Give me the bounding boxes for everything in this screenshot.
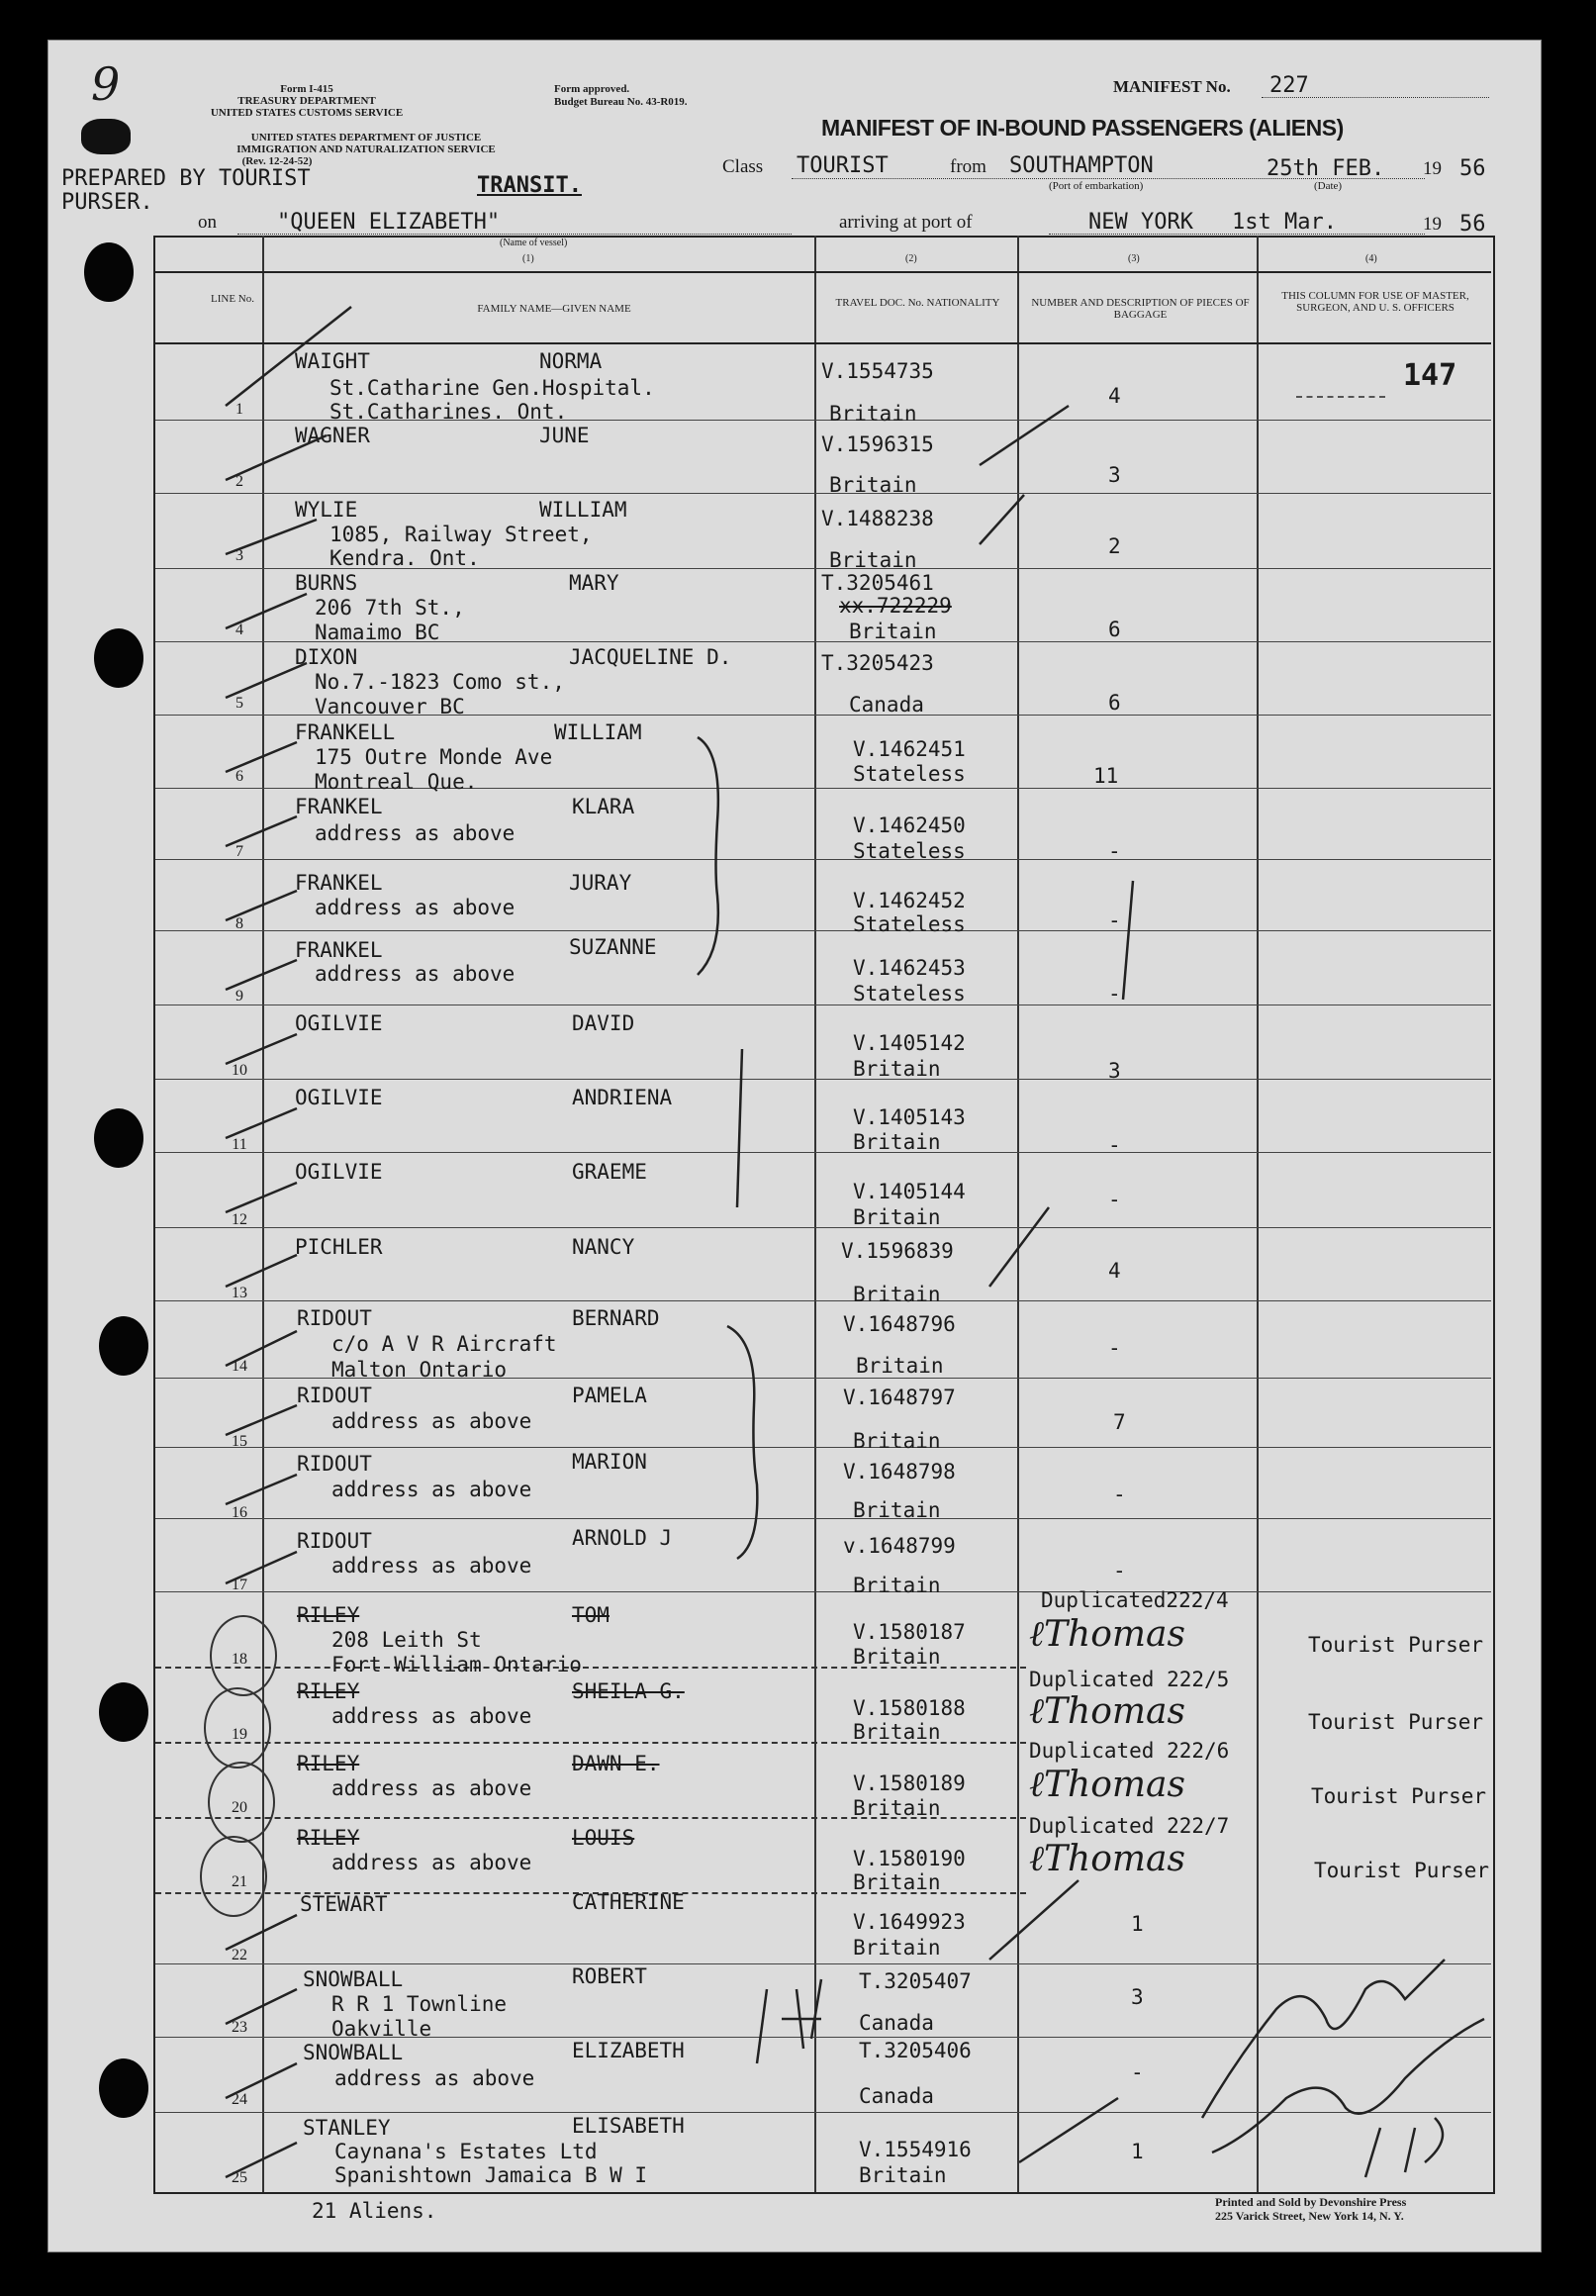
- form-approved: Form approved.: [554, 83, 630, 95]
- address-line: 206 7th St.,: [315, 596, 465, 620]
- duplicated-note: Duplicated 222/5: [1029, 1668, 1230, 1691]
- vessel-caption: (Name of vessel): [500, 238, 568, 248]
- travel-doc: V.1554916: [859, 2138, 972, 2161]
- address-line: address as above: [315, 821, 516, 845]
- travel-doc: V.1462453: [853, 956, 966, 980]
- nationality: Britain: [853, 1283, 941, 1306]
- departure-date: 25th FEB.: [1267, 156, 1385, 181]
- address-line: Vancouver BC: [315, 695, 465, 718]
- col-baggage: NUMBER AND DESCRIPTION OF PIECES OF BAGGAGE: [1031, 297, 1250, 321]
- line-number: 12: [232, 1211, 247, 1228]
- address-line: c/o A V R Aircraft: [331, 1332, 557, 1356]
- travel-doc: V.1488238: [821, 507, 934, 530]
- total-aliens: 21 Aliens.: [312, 2199, 437, 2223]
- address-line: 208 Leith St: [331, 1628, 482, 1652]
- address-line: address as above: [331, 1554, 532, 1578]
- travel-doc-struck: xx.722229: [839, 594, 952, 618]
- vessel-name: "QUEEN ELIZABETH": [277, 210, 501, 235]
- arrival-date: 1st Mar.: [1232, 210, 1337, 235]
- address-line: Spanishtown Jamaica B W I: [334, 2163, 648, 2187]
- family-name: FRANKEL: [295, 938, 383, 962]
- baggage-count: 11: [1093, 764, 1119, 788]
- baggage-count: -: [1113, 1559, 1126, 1582]
- prepared-by: PREPARED BY TOURIST: [61, 166, 311, 191]
- travel-doc: V.1596315: [821, 432, 934, 456]
- given-name: TOM: [572, 1603, 610, 1627]
- nationality: Britain: [856, 1354, 944, 1378]
- manifest-title: MANIFEST OF IN-BOUND PASSENGERS (ALIENS): [821, 115, 1344, 141]
- family-name: DIXON: [295, 645, 358, 669]
- class-label: Class: [722, 156, 764, 177]
- baggage-count: -: [1108, 1133, 1121, 1157]
- line-number: 18: [232, 1651, 247, 1668]
- baggage-count: 3: [1108, 463, 1121, 487]
- travel-doc: V.1648798: [843, 1460, 956, 1483]
- nationality: Britain: [859, 2163, 947, 2187]
- purser-title: Tourist Purser: [1314, 1859, 1490, 1882]
- line-number: 4: [235, 622, 243, 638]
- baggage-count: 6: [1108, 691, 1121, 715]
- nationality: Canada: [859, 2011, 934, 2035]
- address-line: address as above: [331, 1776, 532, 1800]
- line-number: 16: [232, 1504, 247, 1521]
- address-line: 1085, Railway Street,: [329, 523, 593, 546]
- given-name: DAVID: [572, 1011, 635, 1035]
- line-number: 17: [232, 1577, 247, 1593]
- baggage-count: 7: [1113, 1410, 1126, 1434]
- given-name: MARION: [572, 1450, 647, 1474]
- baggage-count: 4: [1108, 1259, 1121, 1283]
- baggage-count: -: [1108, 1336, 1121, 1360]
- nationality: Stateless: [853, 762, 966, 786]
- line-number: 10: [232, 1062, 247, 1079]
- family-name: RILEY: [297, 1826, 360, 1850]
- nationality: Canada: [849, 693, 924, 717]
- baggage-count: 4: [1108, 384, 1121, 408]
- family-name: OGILVIE: [295, 1160, 383, 1184]
- line-number: 24: [232, 2091, 247, 2108]
- line-number: 6: [235, 768, 243, 785]
- nationality: Stateless: [853, 839, 966, 863]
- purser-signature: ℓThomas: [1029, 1765, 1185, 1805]
- travel-doc: V.1648797: [843, 1386, 956, 1409]
- duplicated-note: Duplicated 222/6: [1029, 1739, 1230, 1763]
- on-label: on: [198, 212, 217, 233]
- baggage-count: -: [1108, 839, 1121, 863]
- given-name: ELIZABETH: [572, 2039, 685, 2062]
- family-name: FRANKEL: [295, 871, 383, 895]
- given-name: BERNARD: [572, 1306, 660, 1330]
- line-number: 25: [232, 2169, 247, 2186]
- given-name: ARNOLD J: [572, 1526, 673, 1550]
- duplicated-note: Duplicated 222/7: [1029, 1814, 1230, 1838]
- address-line: R R 1 Townline: [331, 1992, 508, 2016]
- address-line: address as above: [331, 1478, 532, 1501]
- given-name: ELISABETH: [572, 2114, 685, 2138]
- travel-doc: V.1405142: [853, 1031, 966, 1055]
- travel-doc: V.1580188: [853, 1696, 966, 1720]
- manifest-number: 227: [1269, 73, 1309, 98]
- given-name: JACQUELINE D.: [569, 645, 732, 669]
- purser-title: Tourist Purser: [1308, 1710, 1484, 1734]
- nationality: Stateless: [853, 982, 966, 1005]
- address-line: address as above: [315, 962, 516, 986]
- nationality: Britain: [829, 402, 917, 426]
- given-name: MARY: [569, 571, 619, 595]
- travel-doc: V.1580190: [853, 1847, 966, 1870]
- address-line: St.Catharine Gen.Hospital.: [329, 376, 655, 400]
- officer-number: 147: [1403, 358, 1457, 393]
- family-name: STANLEY: [303, 2116, 391, 2140]
- travel-doc: T.3205406: [859, 2039, 972, 2062]
- address-line: No.7.-1823 Como st.,: [315, 670, 565, 694]
- nationality: Britain: [849, 620, 937, 643]
- family-name: WYLIE: [295, 498, 358, 522]
- family-name: FRANKEL: [295, 795, 383, 818]
- travel-doc: T.3205407: [859, 1969, 972, 1993]
- nationality: Britain: [853, 1870, 941, 1894]
- baggage-count: 3: [1108, 1059, 1121, 1083]
- year-suffix-2: 56: [1459, 212, 1486, 237]
- baggage-count: -: [1108, 909, 1121, 932]
- dept-justice: UNITED STATES DEPARTMENT OF JUSTICE: [250, 132, 482, 144]
- address-line: address as above: [331, 1409, 532, 1433]
- col-officers: THIS COLUMN FOR USE OF MASTER, SURGEON, AND U. S. OFFICERS: [1281, 290, 1469, 314]
- family-name: STEWART: [300, 1892, 388, 1916]
- family-name: BURNS: [295, 571, 358, 595]
- address-line: Oakville: [331, 2017, 432, 2041]
- printer-line-2: 225 Varick Street, New York 14, N. Y.: [1215, 2209, 1404, 2223]
- dept-customs: UNITED STATES CUSTOMS SERVICE: [210, 107, 404, 119]
- given-name: ANDRIENA: [572, 1086, 673, 1109]
- arrival-port: NEW YORK: [1088, 210, 1193, 235]
- transit-label: TRANSIT.: [477, 173, 582, 198]
- purser-label: PURSER.: [61, 190, 153, 215]
- baggage-count: -: [1108, 1188, 1121, 1211]
- year-prefix-2: 19: [1423, 214, 1442, 235]
- address-line: Malton Ontario: [331, 1358, 508, 1382]
- line-number: 13: [232, 1285, 247, 1301]
- col-travel-doc: TRAVEL DOC. No. NATIONALITY: [835, 297, 1000, 309]
- given-name: GRAEME: [572, 1160, 647, 1184]
- travel-doc: V.1648796: [843, 1312, 956, 1336]
- class-value: TOURIST: [797, 153, 889, 178]
- nationality: Britain: [853, 1130, 941, 1154]
- nationality: Britain: [853, 1498, 941, 1522]
- given-name: NORMA: [539, 349, 603, 373]
- dept-immigration: IMMIGRATION AND NATURALIZATION SERVICE: [236, 144, 496, 155]
- line-number: 21: [232, 1873, 247, 1890]
- address-line: St.Catharines. Ont.: [329, 400, 568, 424]
- travel-doc: V.1554735: [821, 359, 934, 383]
- given-name: JURAY: [569, 871, 632, 895]
- col-number-1: (1): [522, 253, 534, 264]
- address-line: Kendra. Ont.: [329, 546, 480, 570]
- col-number-2: (2): [905, 253, 917, 264]
- travel-doc: V.1580189: [853, 1771, 966, 1795]
- form-revision: (Rev. 12-24-52): [241, 155, 313, 167]
- line-number: 23: [232, 2019, 247, 2036]
- from-label: from: [950, 156, 986, 177]
- family-name: RILEY: [297, 1752, 360, 1775]
- nationality: Britain: [829, 548, 917, 572]
- given-name: SHEILA G.: [572, 1679, 685, 1703]
- address-line: address as above: [334, 2066, 535, 2090]
- nationality: Britain: [853, 1574, 941, 1597]
- line-number: 5: [235, 695, 243, 712]
- family-name: RIDOUT: [297, 1452, 372, 1476]
- baggage-count: -: [1108, 982, 1121, 1005]
- family-name: WAGNER: [295, 424, 370, 447]
- line-number: 7: [235, 843, 243, 860]
- line-number: 22: [232, 1947, 247, 1963]
- nationality: Britain: [853, 1429, 941, 1453]
- baggage-count: 1: [1131, 2140, 1144, 2163]
- baggage-count: -: [1131, 2060, 1144, 2084]
- purser-signature: ℓThomas: [1029, 1839, 1185, 1879]
- nationality: Canada: [859, 2084, 934, 2108]
- travel-doc: T.3205423: [821, 651, 934, 675]
- nationality: Britain: [853, 1796, 941, 1820]
- year-suffix: 56: [1459, 156, 1486, 181]
- baggage-count: 1: [1131, 1912, 1144, 1936]
- nationality: Britain: [829, 473, 917, 497]
- travel-doc: V.1649923: [853, 1910, 966, 1934]
- baggage-count: 6: [1108, 618, 1121, 641]
- given-name: SUZANNE: [569, 935, 657, 959]
- travel-doc: V.1596839: [841, 1239, 954, 1263]
- baggage-count: 3: [1131, 1985, 1144, 2009]
- given-name: WILLIAM: [554, 720, 642, 744]
- dept-treasury: TREASURY DEPARTMENT: [237, 95, 376, 107]
- nationality: Stateless: [853, 912, 966, 936]
- printer-line-1: Printed and Sold by Devonshire Press: [1215, 2195, 1407, 2209]
- line-number: 2: [235, 473, 243, 490]
- travel-doc: V.1405144: [853, 1180, 966, 1203]
- margin-note: 9: [91, 57, 121, 111]
- travel-doc: V.1462450: [853, 813, 966, 837]
- given-name: WILLIAM: [539, 498, 627, 522]
- travel-doc: V.1462452: [853, 889, 966, 912]
- duplicated-note: Duplicated222/4: [1041, 1588, 1229, 1612]
- purser-signature: ℓThomas: [1029, 1691, 1185, 1732]
- budget-bureau: Budget Bureau No. 43-R019.: [554, 96, 688, 108]
- family-name: PICHLER: [295, 1235, 383, 1259]
- travel-doc: T.3205461: [821, 571, 934, 595]
- given-name: JUNE: [539, 424, 590, 447]
- nationality: Britain: [853, 1936, 941, 1960]
- family-name: RILEY: [297, 1679, 360, 1703]
- line-number: 11: [232, 1136, 247, 1153]
- line-number: 15: [232, 1433, 247, 1450]
- family-name: RIDOUT: [297, 1306, 372, 1330]
- family-name: RILEY: [297, 1603, 360, 1627]
- col-line-no: LINE No.: [211, 293, 254, 305]
- arriving-label: arriving at port of: [839, 212, 973, 233]
- line-number: 9: [235, 988, 243, 1004]
- given-name: PAMELA: [572, 1384, 647, 1407]
- address-line: address as above: [315, 896, 516, 919]
- address-line: Montreal Que.: [315, 770, 478, 794]
- purser-signature: ℓThomas: [1029, 1614, 1185, 1655]
- line-number: 8: [235, 915, 243, 932]
- given-name: KLARA: [572, 795, 635, 818]
- family-name: RIDOUT: [297, 1529, 372, 1553]
- given-name: CATHERINE: [572, 1890, 685, 1914]
- nationality: Britain: [853, 1057, 941, 1081]
- given-name: NANCY: [572, 1235, 635, 1259]
- given-name: ROBERT: [572, 1964, 647, 1988]
- purser-title: Tourist Purser: [1308, 1633, 1484, 1657]
- address-line: Namaimo BC: [315, 621, 440, 644]
- baggage-count: 2: [1108, 534, 1121, 558]
- address-line: address as above: [331, 1851, 532, 1874]
- year-prefix: 19: [1423, 158, 1442, 179]
- family-name: WAIGHT: [295, 349, 370, 373]
- date-caption: (Date): [1314, 180, 1343, 192]
- family-name: SNOWBALL: [303, 1967, 404, 1991]
- travel-doc: V.1462451: [853, 737, 966, 761]
- col-number-4: (4): [1365, 253, 1377, 264]
- address-line: Caynana's Estates Ltd: [334, 2140, 598, 2163]
- address-line: 175 Outre Monde Ave: [315, 745, 553, 769]
- line-number: 19: [232, 1726, 247, 1743]
- manifest-label: MANIFEST No.: [1113, 77, 1231, 96]
- col-name: FAMILY NAME—GIVEN NAME: [477, 303, 631, 315]
- nationality: Britain: [853, 1720, 941, 1744]
- family-name: OGILVIE: [295, 1086, 383, 1109]
- family-name: SNOWBALL: [303, 2041, 404, 2064]
- line-number: 1: [235, 401, 243, 418]
- given-name: DAWN E.: [572, 1752, 660, 1775]
- address-line: Fort William Ontario: [331, 1653, 582, 1676]
- travel-doc: V.1405143: [853, 1105, 966, 1129]
- travel-doc: v.1648799: [843, 1534, 956, 1558]
- port-embark-caption: (Port of embarkation): [1049, 180, 1144, 192]
- address-line: address as above: [331, 1704, 532, 1728]
- purser-title: Tourist Purser: [1311, 1784, 1487, 1808]
- col-number-3: (3): [1128, 253, 1140, 264]
- family-name: RIDOUT: [297, 1384, 372, 1407]
- family-name: OGILVIE: [295, 1011, 383, 1035]
- travel-doc: V.1580187: [853, 1620, 966, 1644]
- given-name: LOUIS: [572, 1826, 635, 1850]
- form-number: Form I-415: [280, 83, 333, 95]
- from-value: SOUTHAMPTON: [1009, 153, 1154, 178]
- family-name: FRANKELL: [295, 720, 396, 744]
- baggage-count: -: [1113, 1483, 1126, 1506]
- line-number: 3: [235, 547, 243, 564]
- line-number: 20: [232, 1799, 247, 1816]
- nationality: Britain: [853, 1645, 941, 1669]
- nationality: Britain: [853, 1205, 941, 1229]
- line-number: 14: [232, 1358, 247, 1375]
